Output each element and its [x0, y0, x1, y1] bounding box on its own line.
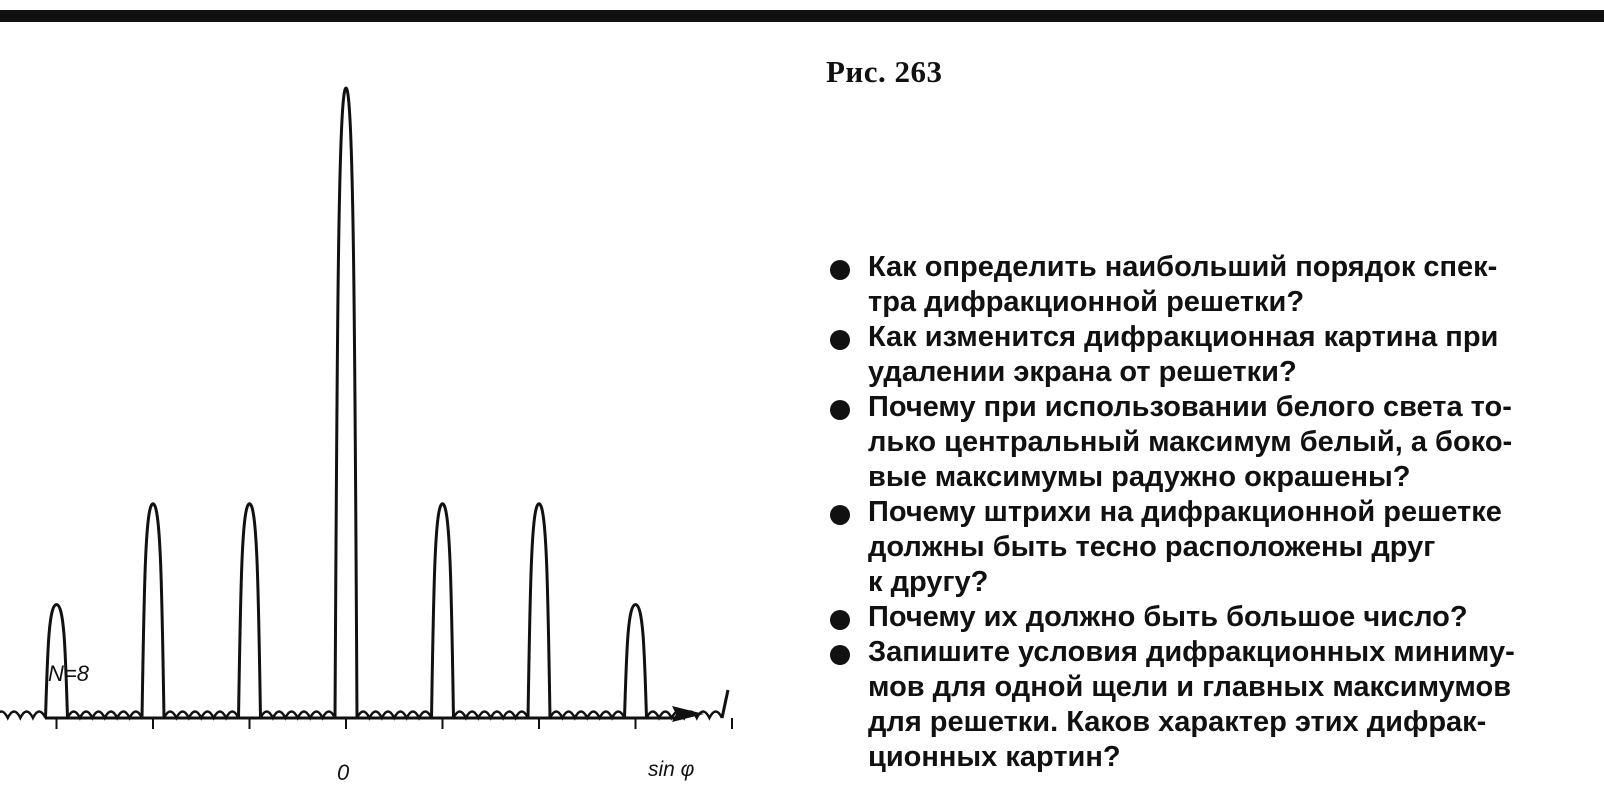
question-line: удалении экрана от решетки? [868, 356, 1297, 388]
question-line: к другу? [868, 566, 989, 598]
secondary-maxima [550, 712, 625, 719]
bullet-icon [830, 505, 850, 525]
question-item [830, 635, 1582, 775]
principal-maximum [239, 504, 261, 718]
bullet-icon [830, 260, 850, 280]
question-line: Как изменится дифракционная картина при [868, 321, 1499, 353]
principal-maximum [432, 504, 454, 718]
question-line: вые максимумы радужно окрашены? [868, 461, 1411, 493]
secondary-maxima [357, 712, 432, 719]
bullet-icon [830, 400, 850, 420]
curve-end [722, 690, 728, 718]
question-item [830, 320, 1582, 390]
n-label: N=8 [48, 661, 89, 686]
bullet-icon [830, 645, 850, 665]
bullet-icon [830, 330, 850, 350]
question-line: для решетки. Каков характер этих дифрак- [868, 706, 1487, 738]
intensity-curve [0, 88, 728, 718]
question-line: Как определить наибольший порядок спек- [868, 251, 1498, 283]
question-line: Почему их должно быть большое число? [868, 601, 1468, 633]
question-line: должны быть тесно расположены друг [868, 531, 1436, 563]
secondary-maxima [164, 712, 239, 719]
question-list [830, 250, 1582, 775]
axis-ticks [0, 718, 732, 729]
bullet-icon [830, 610, 850, 630]
question-item [830, 600, 1582, 635]
question-item [830, 250, 1582, 320]
question-item [830, 495, 1582, 600]
secondary-maxima [68, 712, 143, 719]
diffraction-figure [0, 0, 760, 808]
secondary-maxima [454, 712, 529, 719]
principal-maximum [625, 605, 647, 718]
secondary-maxima [0, 712, 46, 719]
question-line: тра дифракционной решетки? [868, 286, 1305, 318]
principal-maximum [335, 88, 357, 718]
origin-label: 0 [337, 760, 350, 785]
figure-caption: Рис. 263 [826, 54, 943, 89]
question-line: Запишите условия дифракционных миниму- [868, 636, 1515, 668]
question-line: Почему штрихи на дифракционной решетке [868, 496, 1502, 528]
axis-label: sin φ [648, 758, 695, 781]
principal-maximum [528, 504, 550, 718]
question-line: лько центральный максимум белый, а боко- [868, 426, 1513, 458]
question-item [830, 390, 1582, 495]
secondary-maxima [261, 712, 336, 719]
axis-group [45, 706, 704, 722]
question-line: мов для одной щели и главных максимумов [868, 671, 1512, 703]
question-line: Почему при использовании белого света то- [868, 391, 1512, 423]
question-line: ционных картин? [868, 741, 1121, 773]
principal-maximum [142, 504, 164, 718]
